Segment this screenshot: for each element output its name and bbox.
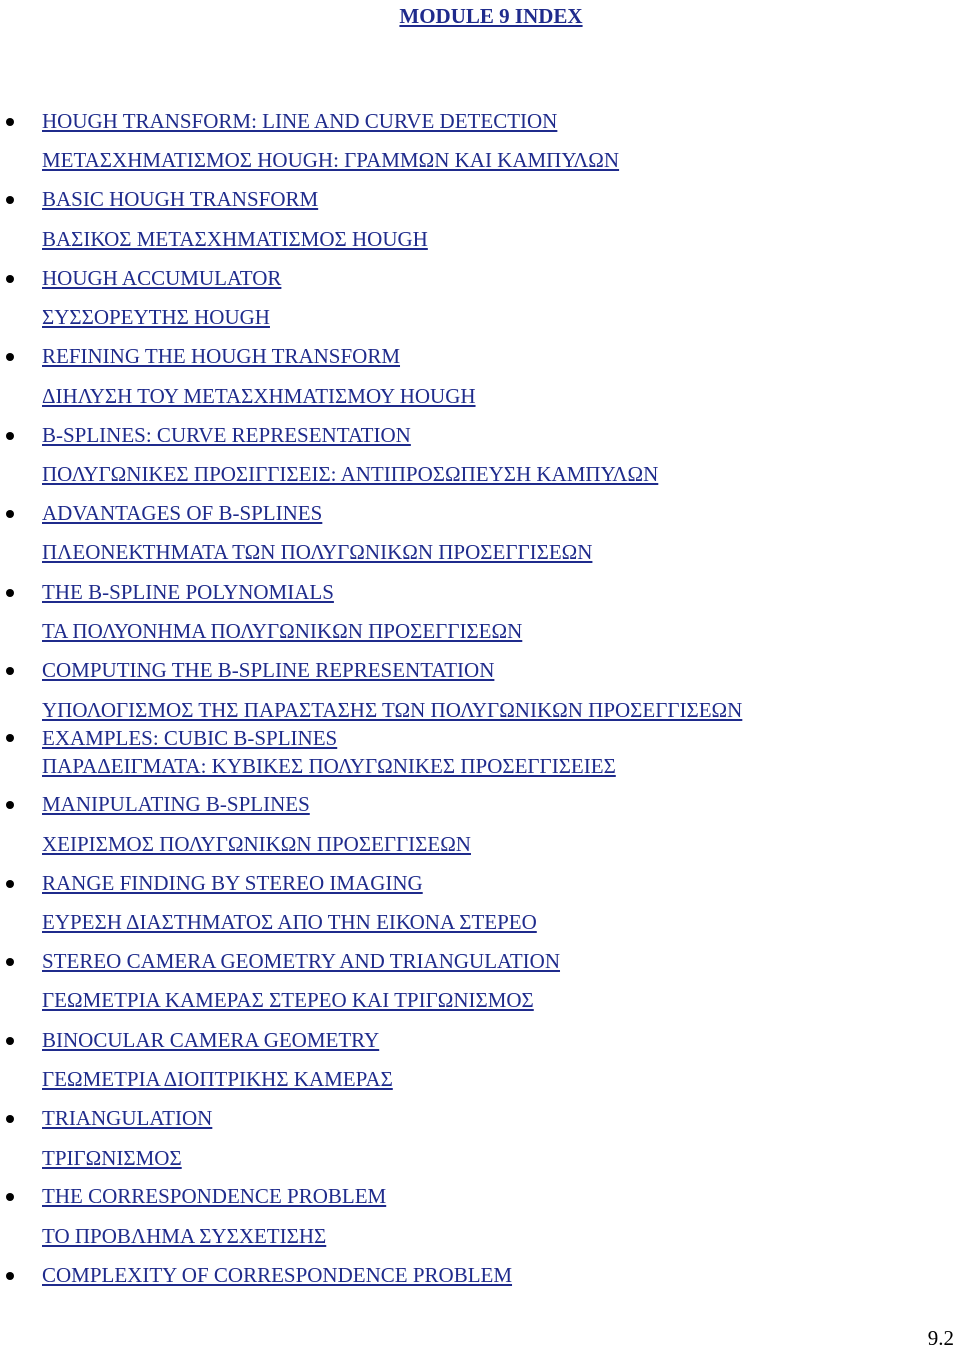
bullet-icon <box>6 958 14 966</box>
index-link-en[interactable]: B-SPLINES: CURVE REPRESENTATION <box>42 423 411 447</box>
bullet-icon <box>6 880 14 888</box>
index-link-en[interactable]: THE CORRESPONDENCE PROBLEM <box>42 1184 387 1208</box>
index-link-en[interactable]: BASIC HOUGH TRANSFORM <box>42 187 319 211</box>
bullet-icon <box>6 1272 14 1280</box>
index-link-en[interactable]: THE B-SPLINE POLYNOMIALS <box>42 580 334 604</box>
index-link-en[interactable]: COMPUTING THE B-SPLINE REPRESENTATION <box>42 658 495 682</box>
page-title: MODULE 9 INDEX <box>399 4 583 28</box>
index-link-gr[interactable]: ΤΑ ΠΟΛΥΟΝΗΜΑ ΠΟΛΥΓΩΝΙΚΩΝ ΠΡΟΣΕΓΓΙΣΕΩΝ <box>42 619 523 643</box>
index-link-gr[interactable]: ΠΛΕΟΝΕΚΤΗΜΑΤΑ ΤΩΝ ΠΟΛΥΓΩΝΙΚΩΝ ΠΡΟΣΕΓΓΙΣΕΩΝ <box>42 540 593 564</box>
index-link-en[interactable]: ADVANTAGES OF B-SPLINES <box>42 501 323 525</box>
index-link-gr[interactable]: ΜΕΤΑΣΧΗΜΑΤΙΣΜΟΣ HOUGH: ΓΡΑΜΜΩΝ ΚΑΙ ΚΑΜΠΥΛΩΝ <box>42 148 620 172</box>
bullet-icon <box>6 275 14 283</box>
index-link-gr[interactable]: ΓΕΩΜΕΤΡΙΑ ΚΑΜΕΡΑΣ ΣΤΕΡΕΟ ΚΑΙ ΤΡΙΓΩΝΙΣΜΟΣ <box>42 988 534 1012</box>
index-link-gr[interactable]: ΠΑΡΑΔΕΙΓΜΑΤΑ: ΚΥΒΙΚΕΣ ΠΟΛΥΓΩΝΙΚΕΣ ΠΡΟΣΕΓΓΙΣΕΙΕΣ <box>42 754 616 778</box>
index-link-en[interactable]: STEREO CAMERA GEOMETRY AND TRIANGULATION <box>42 949 561 973</box>
index-link-gr[interactable]: ΥΠΟΛΟΓΙΣΜΟΣ ΤΗΣ ΠΑΡΑΣΤΑΣΗΣ ΤΩΝ ΠΟΛΥΓΩΝΙΚΩΝ ΠΡΟΣΕΓΓΙΣΕΩΝ <box>42 698 743 722</box>
bullet-icon <box>6 1037 14 1045</box>
index-link-gr[interactable]: ΤΡΙΓΩΝΙΣΜΟΣ <box>42 1146 182 1170</box>
index-link-en[interactable]: COMPLEXITY OF CORRESPONDENCE PROBLEM <box>42 1263 513 1287</box>
bullet-icon <box>6 589 14 597</box>
index-link-en[interactable]: EXAMPLES: CUBIC B-SPLINES <box>42 726 338 750</box>
bullet-icon <box>6 667 14 675</box>
index-link-en[interactable]: HOUGH ACCUMULATOR <box>42 266 282 290</box>
index-link-gr[interactable]: ΒΑΣΙΚΟΣ ΜΕΤΑΣΧΗΜΑΤΙΣΜΟΣ HOUGH <box>42 227 428 251</box>
bullet-icon <box>6 1193 14 1201</box>
bullet-icon <box>6 510 14 518</box>
index-link-gr[interactable]: ΔΙΗΛΥΣΗ ΤΟΥ ΜΕΤΑΣΧΗΜΑΤΙΣΜΟΥ HOUGH <box>42 384 476 408</box>
index-link-gr[interactable]: ΕΥΡΕΣΗ ΔΙΑΣΤΗΜΑΤΟΣ ΑΠΟ ΤΗΝ ΕΙΚΟΝΑ ΣΤΕΡΕΟ <box>42 910 537 934</box>
index-link-en[interactable]: REFINING THE HOUGH TRANSFORM <box>42 344 401 368</box>
index-link-en[interactable]: HOUGH TRANSFORM: LINE AND CURVE DETECTION <box>42 109 558 133</box>
bullet-icon <box>6 734 14 742</box>
bullet-icon <box>6 432 14 440</box>
index-link-en[interactable]: BINOCULAR CAMERA GEOMETRY <box>42 1028 380 1052</box>
index-link-en[interactable]: RANGE FINDING BY STEREO IMAGING <box>42 871 423 895</box>
bullet-icon <box>6 801 14 809</box>
index-link-gr[interactable]: ΠΟΛΥΓΩΝΙΚΕΣ ΠΡΟΣΙΓΓΙΣΕΙΣ: ΑΝΤΙΠΡΟΣΩΠΕΥΣΗ ΚΑΜΠΥΛΩΝ <box>42 462 659 486</box>
page-number: 9.2 <box>927 1326 954 1350</box>
index-link-gr[interactable]: ΤΟ ΠΡΟΒΛΗΜΑ ΣΥΣΧΕΤΙΣΗΣ <box>42 1224 327 1248</box>
bullet-icon <box>6 1115 14 1123</box>
index-link-gr[interactable]: ΓΕΩΜΕΤΡΙΑ ΔΙΟΠΤΡΙΚΗΣ ΚΑΜΕΡΑΣ <box>42 1067 393 1091</box>
index-link-gr[interactable]: ΣΥΣΣΟΡΕΥΤΗΣ HOUGH <box>42 305 270 329</box>
bullet-icon <box>6 118 14 126</box>
index-link-gr[interactable]: ΧΕΙΡΙΣΜΟΣ ΠΟΛΥΓΩΝΙΚΩΝ ΠΡΟΣΕΓΓΙΣΕΩΝ <box>42 832 471 856</box>
index-link-en[interactable]: TRIANGULATION <box>42 1106 213 1130</box>
index-link-en[interactable]: MANIPULATING B-SPLINES <box>42 792 310 816</box>
bullet-icon <box>6 353 14 361</box>
bullet-icon <box>6 196 14 204</box>
